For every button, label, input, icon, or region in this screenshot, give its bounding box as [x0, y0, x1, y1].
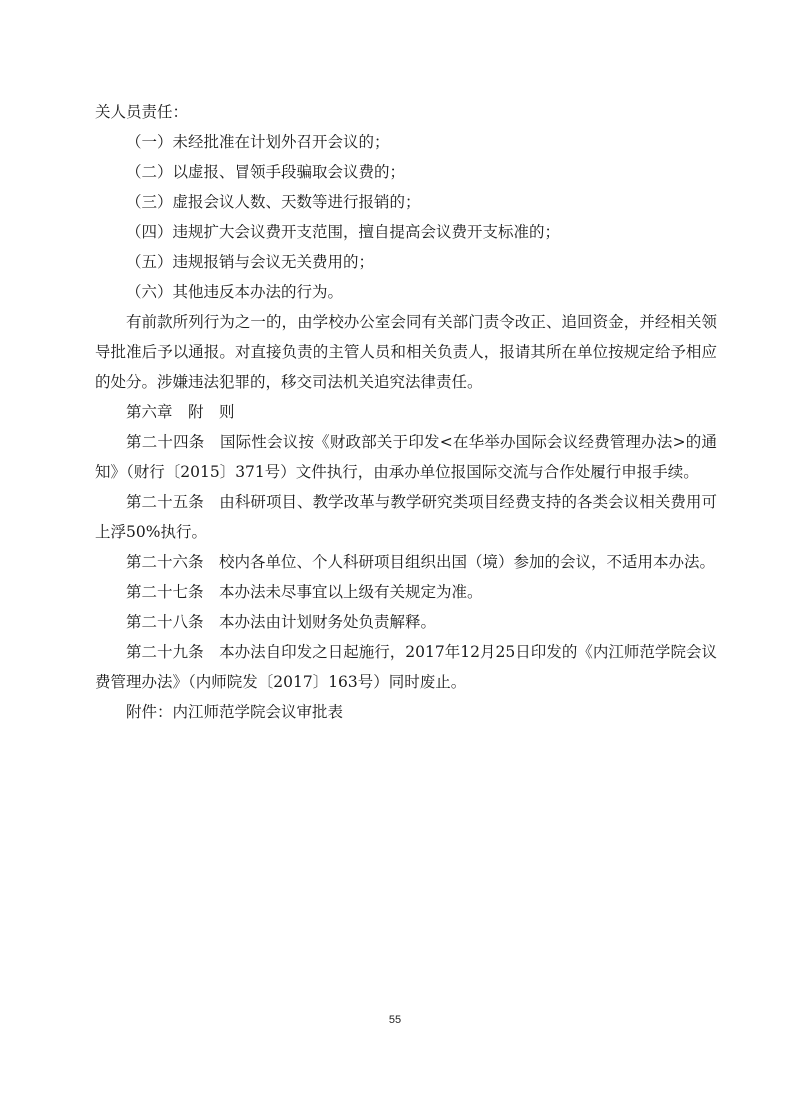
list-item-2: （二）以虚报、冒领手段骗取会议费的；	[126, 163, 406, 181]
article-text: 由科研项目、教学改革与教学研究类项目经费支持的各类会议相关费用可上浮50%执行。	[95, 493, 717, 541]
document-body	[95, 97, 717, 727]
list-item-3: （三）虚报会议人数、天数等进行报销的；	[126, 193, 421, 211]
chapter-heading: 第六章 附 则	[126, 403, 235, 421]
article-29	[95, 637, 717, 697]
article-text: 校内各单位、个人科研项目组织出国（境）参加的会议，不适用本办法。	[219, 553, 716, 571]
article-26	[95, 547, 717, 577]
intro-paragraph: 关人员责任：	[95, 103, 189, 121]
article-text: 本办法未尽事宜以上级有关规定为准。	[219, 583, 483, 601]
list-item-4: （四）违规扩大会议费开支范围，擅自提高会议费开支标准的；	[126, 223, 561, 241]
page-number: 55	[388, 1014, 402, 1026]
article-28	[95, 607, 717, 637]
list-item-1: （一）未经批准在计划外召开会议的；	[126, 133, 390, 151]
article-label: 第二十四条	[126, 433, 205, 451]
article-label: 第二十九条	[126, 643, 204, 661]
article-text: 本办法自印发之日起施行，2017年12月25日印发的《内江师范学院会议费管理办法》（内师院发〔2017〕163号）同时废止。	[95, 643, 717, 691]
attachment-line: 附件：内江师范学院会议审批表	[126, 703, 344, 721]
article-label: 第二十七条	[126, 583, 204, 601]
article-label: 第二十六条	[126, 553, 204, 571]
article-text: 本办法由计划财务处负责解释。	[219, 613, 437, 631]
article-label: 第二十八条	[126, 613, 204, 631]
penalty-paragraph: 有前款所列行为之一的，由学校办公室会同有关部门责令改正、追回资金，并经相关领导批准后予以通报。对直接负责的主管人员和相关负责人，报请其所在单位按规定给予相应的处分。涉嫌违法犯罪的，移交司法机关追究法律责任。	[95, 313, 717, 391]
article-24	[95, 427, 717, 487]
article-text: 国际性会议按《财政部关于印发<在华举办国际会议经费管理办法>的通知》（财行〔2015〕371号）文件执行，由承办单位报国际交流与合作处履行申报手续。	[95, 433, 717, 481]
list-item-5: （五）违规报销与会议无关费用的；	[126, 253, 375, 271]
list-item-6: （六）其他违反本办法的行为。	[126, 283, 344, 301]
article-25	[95, 487, 717, 547]
article-27	[95, 577, 717, 607]
article-label: 第二十五条	[126, 493, 204, 511]
